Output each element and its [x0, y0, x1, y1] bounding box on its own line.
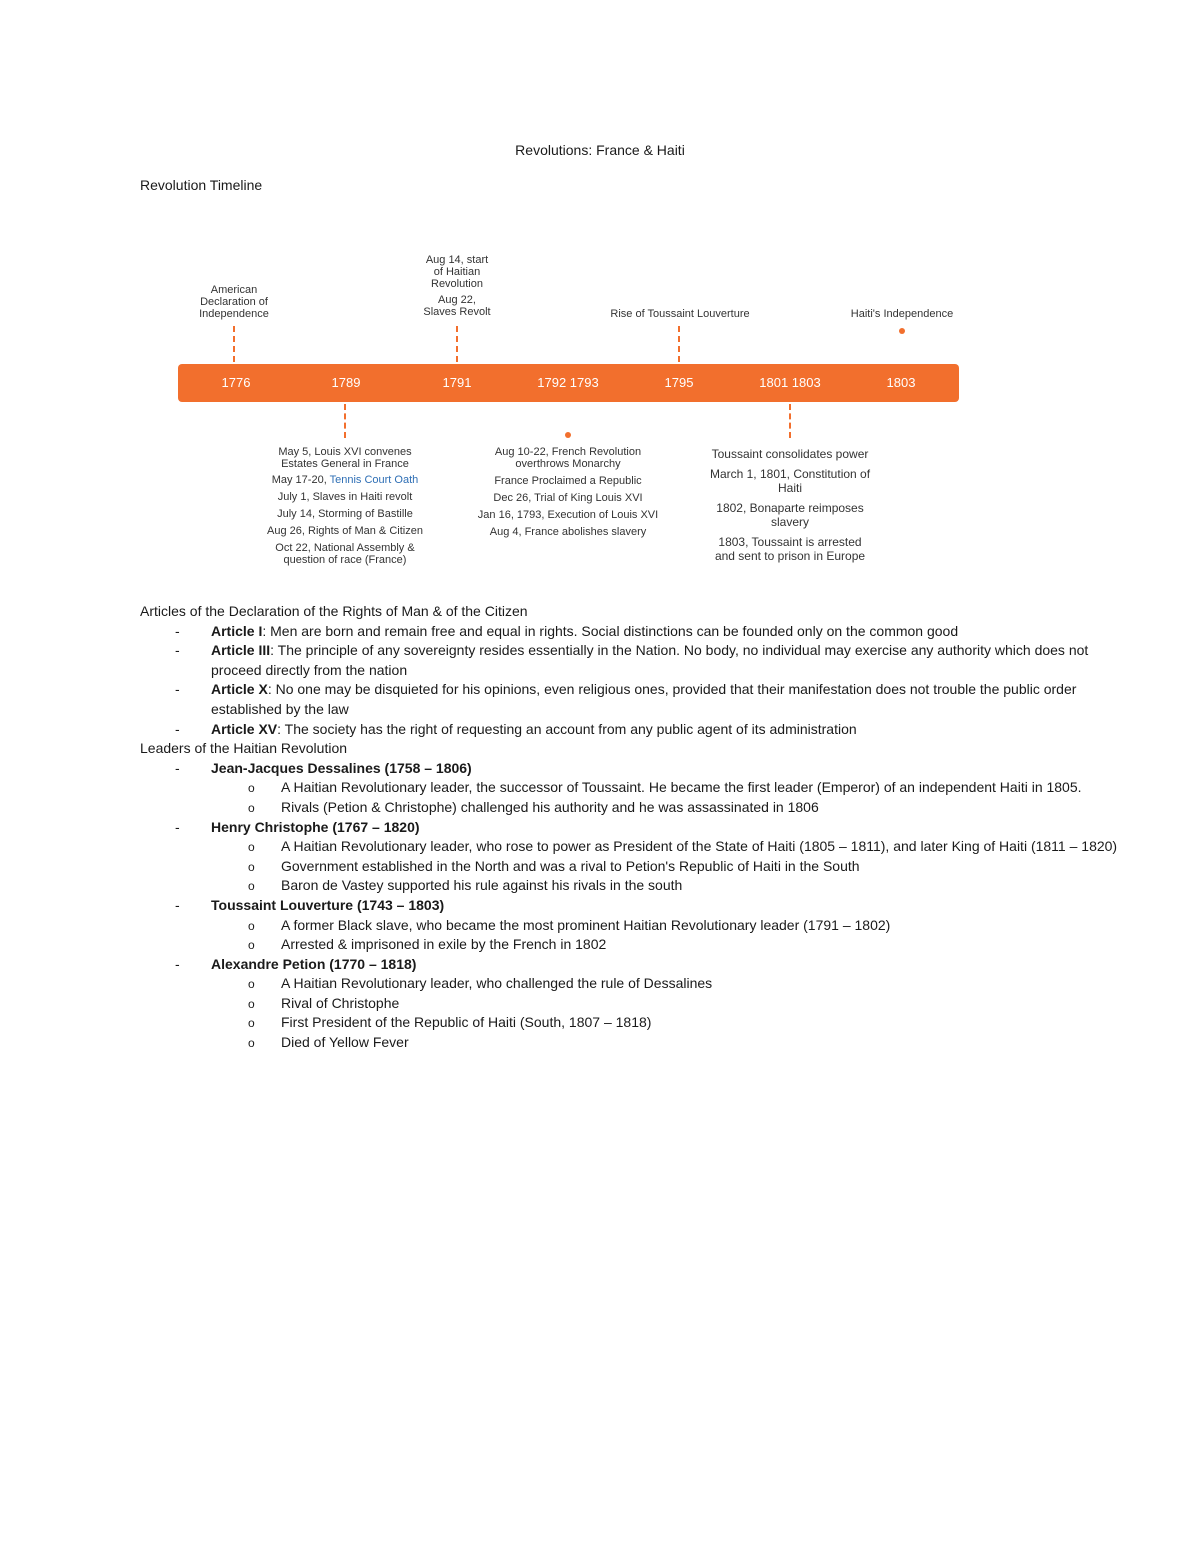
fact-text: A Haitian Revolutionary leader, who rose to power as President of the State of Haiti (1805 – 1811), and later King of Haiti (1811 – 1820) — [281, 838, 1118, 855]
note-line: overthrows Monarchy — [515, 458, 621, 470]
year-1803: 1803 — [886, 375, 916, 390]
list-item — [140, 974, 1140, 994]
note-haiti-start — [402, 254, 512, 318]
note-line — [250, 474, 440, 486]
note-1801-events — [690, 447, 890, 563]
note-line: 1803, Toussaint is arrested — [718, 535, 862, 549]
year-1789: 1789 — [331, 375, 361, 390]
leader-name: Jean-Jacques Dessalines (1758 – 1806) — [211, 759, 472, 776]
circle-bullet: o — [248, 879, 255, 894]
note-line: Toussaint consolidates power — [711, 447, 869, 461]
list-item — [140, 798, 1140, 818]
fact-text: Died of Yellow Fever — [281, 1034, 409, 1051]
revolution-timeline — [0, 0, 1200, 600]
list-item — [140, 622, 1140, 642]
list-item — [140, 837, 1140, 857]
note-1789-events — [250, 446, 440, 566]
dash-bullet: - — [175, 720, 180, 737]
year-1792-1793: 1792 1793 — [537, 375, 599, 390]
circle-bullet: o — [248, 840, 255, 855]
tennis-court-oath-link[interactable]: Tennis Court Oath — [329, 474, 419, 486]
list-item — [140, 818, 1140, 896]
leader-name: Alexandre Petion (1770 – 1818) — [211, 955, 417, 972]
note-line: Aug 10-22, French Revolution — [494, 446, 642, 458]
dash-bullet: - — [175, 642, 180, 659]
note-line: Aug 4, France abolishes slavery — [489, 526, 647, 538]
fact-text: Baron de Vastey supported his rule against his rivals in the south — [281, 877, 683, 894]
note-line: March 1, 1801, Constitution of — [709, 467, 871, 481]
year-1795: 1795 — [664, 375, 694, 390]
list-item — [140, 680, 1140, 719]
note-haiti-independence: Haiti's Independence — [850, 308, 954, 320]
year-1801-1803: 1801 1803 — [759, 375, 821, 390]
list-item — [140, 778, 1140, 798]
dash-bullet: - — [175, 759, 180, 776]
document-title: Revolutions: France & Haiti — [515, 142, 685, 158]
note-line: July 1, Slaves in Haiti revolt — [277, 491, 413, 503]
note-line: 1802, Bonaparte reimposes — [716, 501, 864, 515]
note-line: Oct 22, National Assembly & — [275, 542, 415, 554]
circle-bullet: o — [248, 996, 255, 1011]
connector-1789 — [344, 404, 346, 438]
list-item — [140, 876, 1140, 896]
connector-1792-dot — [565, 432, 571, 438]
fact-text: Rivals (Petion & Christophe) challenged his authority and he was assassinated in 1806 — [281, 798, 819, 815]
note-line: Declaration of — [200, 296, 268, 308]
articles-list — [140, 622, 1140, 740]
leader-name: Henry Christophe (1767 – 1820) — [211, 818, 420, 835]
note-text: May 17-20, — [271, 474, 330, 486]
connector-1803-dot — [899, 328, 905, 334]
list-item — [140, 759, 1140, 818]
article-text: : The principle of any sovereignty resides essentially in the Nation. No body, no individual may exercise any authority which does not proceed directly from the nation — [211, 642, 1089, 678]
leader-name: Toussaint Louverture (1743 – 1803) — [211, 896, 445, 913]
circle-bullet: o — [248, 938, 255, 953]
circle-bullet: o — [248, 859, 255, 874]
fact-text: First President of the Republic of Haiti (South, 1807 – 1818) — [281, 1014, 652, 1031]
circle-bullet: o — [248, 1036, 255, 1051]
leader-facts — [211, 837, 1140, 896]
leaders-list — [140, 759, 1140, 1053]
year-1791: 1791 — [442, 375, 472, 390]
circle-bullet: o — [248, 977, 255, 992]
fact-text: Arrested & imprisoned in exile by the French in 1802 — [281, 936, 607, 953]
list-item — [140, 1033, 1140, 1053]
note-line: Estates General in France — [281, 458, 409, 470]
note-line: Jan 16, 1793, Execution of Louis XVI — [477, 509, 659, 521]
article-text: : The society has the right of requesting an account from any public agent of its administration — [277, 720, 857, 737]
articles-heading: Articles of the Declaration of the Rights of Man & of the Citizen — [140, 603, 528, 619]
leader-facts — [211, 778, 1140, 817]
note-line: Haiti — [777, 481, 802, 495]
list-item — [140, 857, 1140, 877]
circle-bullet: o — [248, 781, 255, 796]
note-toussaint-rise: Rise of Toussaint Louverture — [610, 308, 750, 320]
list-item — [140, 916, 1140, 936]
circle-bullet: o — [248, 1016, 255, 1031]
note-line: July 14, Storming of Bastille — [277, 508, 413, 520]
fact-text: Rival of Christophe — [281, 994, 400, 1011]
list-item — [140, 994, 1140, 1014]
note-line: Aug 22, — [438, 294, 476, 306]
fact-text: A former Black slave, who became the most prominent Haitian Revolutionary leader (1791 – 1802) — [281, 916, 891, 933]
note-line: May 5, Louis XVI convenes — [278, 446, 412, 458]
list-item — [140, 641, 1140, 680]
note-line: Aug 14, start — [425, 254, 489, 266]
article-label: Article I — [211, 622, 263, 639]
dash-bullet: - — [175, 818, 180, 835]
note-1792-events — [462, 446, 674, 538]
note-line: American — [210, 284, 258, 296]
leader-facts — [211, 916, 1140, 955]
note-line: question of race (France) — [283, 554, 407, 566]
article-text: : Men are born and remain free and equal in rights. Social distinctions can be founded only on the common good — [262, 622, 959, 639]
fact-text: A Haitian Revolutionary leader, who challenged the rule of Dessalines — [281, 975, 713, 992]
leader-facts — [211, 974, 1140, 1052]
fact-text: A Haitian Revolutionary leader, the successor of Toussaint. He became the first leader (Emperor) of an independent Haiti in 1805. — [281, 779, 1082, 796]
circle-bullet: o — [248, 918, 255, 933]
note-line: Revolution — [431, 278, 483, 290]
list-item — [140, 935, 1140, 955]
list-item — [140, 955, 1140, 1053]
dash-bullet: - — [175, 622, 180, 639]
note-line: Slaves Revolt — [423, 306, 491, 318]
list-item — [140, 896, 1140, 955]
note-line: France Proclaimed a Republic — [494, 475, 642, 487]
article-text: : No one may be disquieted for his opinions, even religious ones, provided that their manifestation does not trouble the public order established by the law — [211, 681, 1077, 717]
connector-1791 — [456, 326, 458, 362]
connector-1801 — [789, 404, 791, 438]
note-line: Aug 26, Rights of Man & Citizen — [267, 525, 423, 537]
document-body — [140, 602, 1140, 1053]
fact-text: Government established in the North and was a rival to Petion's Republic of Haiti in the South — [281, 857, 860, 874]
note-line: and sent to prison in Europe — [714, 549, 866, 563]
article-label: Article III — [211, 642, 271, 659]
connector-1776 — [233, 326, 235, 362]
list-item — [140, 1013, 1140, 1033]
timeline-heading: Revolution Timeline — [140, 177, 263, 193]
note-line: Independence — [199, 308, 269, 320]
dash-bullet: - — [175, 955, 180, 972]
note-line: Dec 26, Trial of King Louis XVI — [493, 492, 643, 504]
year-1776: 1776 — [221, 375, 251, 390]
leaders-heading: Leaders of the Haitian Revolution — [140, 740, 348, 757]
dash-bullet: - — [175, 896, 180, 913]
connector-1795 — [678, 326, 680, 362]
note-line: slavery — [770, 515, 809, 529]
dash-bullet: - — [175, 681, 180, 698]
circle-bullet: o — [248, 800, 255, 815]
list-item — [140, 720, 1140, 740]
article-label: Article X — [211, 681, 268, 698]
note-american-declaration — [184, 284, 284, 320]
article-label: Article XV — [211, 720, 278, 737]
note-line: of Haitian — [433, 266, 481, 278]
